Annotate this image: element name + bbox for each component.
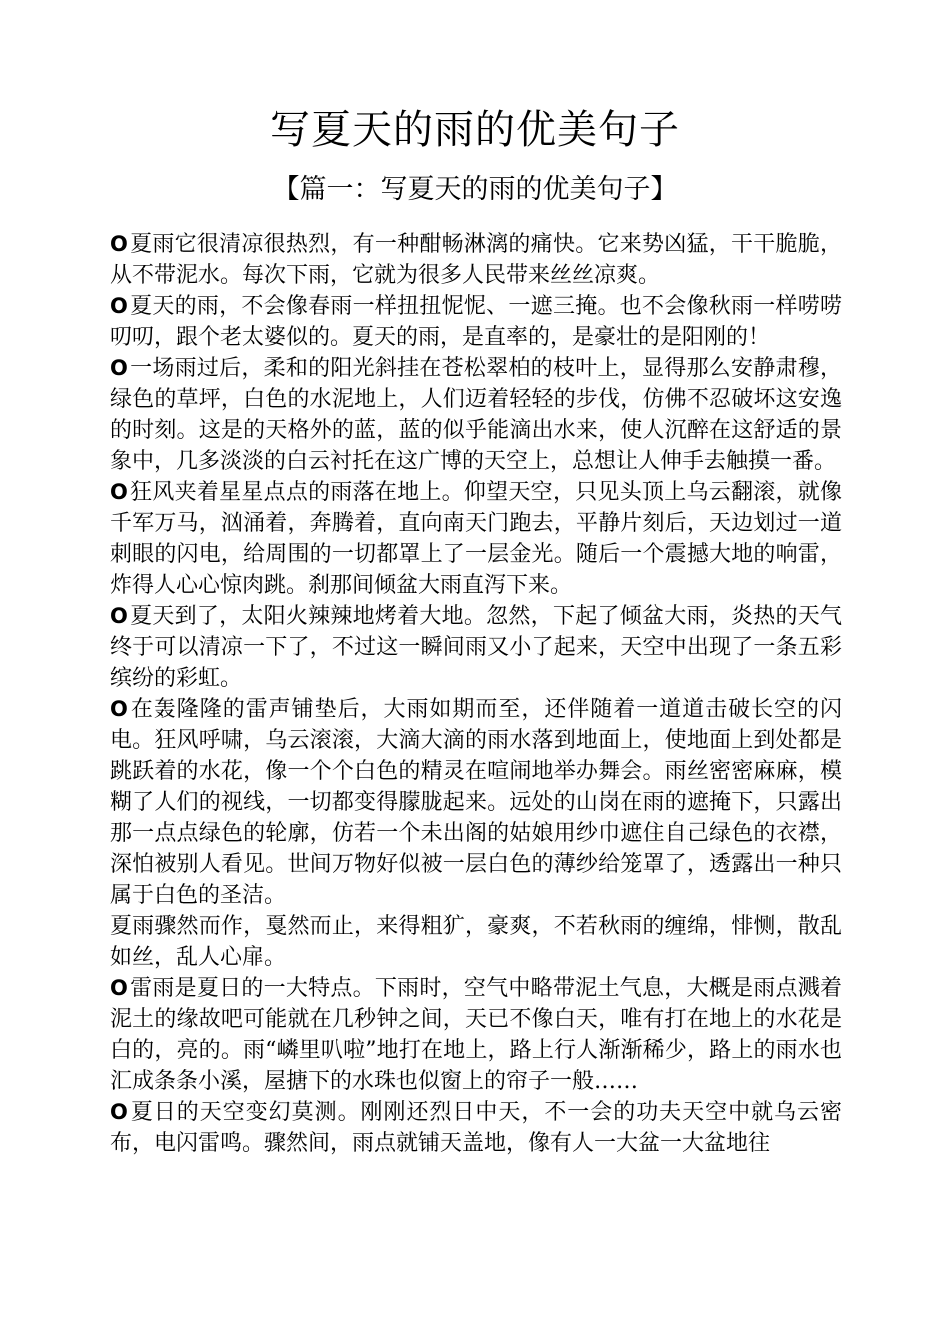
- paragraph-text: 在轰隆隆的雷声铺垫后，大雨如期而至，还伴随着一道道击破长空的闪电。狂风呼啸，乌云滚滚，大滴大滴的雨水落到地面上，使地面上到处都是跳跃着的水花，像一个个白色的精灵在喧闹地举办舞会。雨丝密密麻麻，模糊了人们的视线，一切都变得朦胧起来。远处的山岗在雨的遮掩下，只露出那一点点绿色的轮廓，仿若一个未出阁的姑娘用纱巾遮住自己绿色的衣襟，深怕被别人看见。世间万物好似被一层白色的薄纱给笼罩了，透露出一种只属于白色的圣洁。: [110, 697, 842, 908]
- paragraph-text: 一场雨过后，柔和的阳光斜挂在苍松翠柏的枝叶上，显得那么安静肃穆，绿色的草坪，白色的水泥地上，人们迈着轻轻的步伐，仿佛不忍破坏这安逸的时刻。这是的天格外的蓝，蓝的似乎能滴出水来，使人沉醉在这舒适的景象中，几多淡淡的白云衬托在这广博的天空上，总想让人伸手去触摸一番。: [110, 356, 842, 474]
- bullet-marker: O: [110, 1100, 128, 1124]
- bullet-marker: O: [110, 356, 128, 380]
- bullet-marker: O: [110, 480, 128, 504]
- paragraph: [110, 477, 842, 601]
- paragraph-text: 雷雨是夏日的一大特点。下雨时，空气中略带泥土气息，大概是雨点溅着泥土的缘故吧可能就在几秒钟之间，天已不像白天，唯有打在地上的水花是白的，亮的。雨“嶙里叭啦”地打在地上，路上行人渐渐稀少，路上的雨水也汇成条条小溪，屋搪下的水珠也似窗上的帘子一般……: [110, 976, 842, 1094]
- document-subtitle: 【篇一：写夏天的雨的优美句子】: [272, 174, 678, 205]
- paragraph: [110, 291, 842, 353]
- paragraph: [110, 353, 842, 477]
- paragraph: [110, 911, 842, 973]
- paragraph: [110, 973, 842, 1097]
- paragraph: [110, 1097, 842, 1159]
- bullet-marker: O: [110, 976, 128, 1000]
- bullet-marker: O: [110, 697, 128, 721]
- bullet-marker: O: [110, 604, 128, 628]
- paragraph-text: 狂风夹着星星点点的雨落在地上。仰望天空，只见头顶上乌云翻滚，就像千军万马，汹涌着，奔腾着，直向南天门跑去，平静片刻后，天边划过一道刺眼的闪电，给周围的一切都罩上了一层金光。随后一个震撼大地的响雷，炸得人心心惊肉跳。刹那间倾盆大雨直泻下来。: [110, 480, 842, 598]
- bullet-marker: O: [110, 294, 128, 318]
- paragraph: [110, 694, 842, 911]
- paragraph-text: 夏天到了，太阳火辣辣地烤着大地。忽然，下起了倾盆大雨，炎热的天气终于可以清凉一下了，不过这一瞬间雨又小了起来，天空中出现了一条五彩缤纷的彩虹。: [110, 604, 842, 691]
- document-title: 写夏天的雨的优美句子: [270, 107, 680, 153]
- paragraph-text: 夏天的雨，不会像春雨一样扭扭怩怩、一遮三掩。也不会像秋雨一样唠唠叨叨，跟个老太婆似的。夏天的雨，是直率的，是豪壮的是阳刚的！: [110, 294, 842, 350]
- document-body: [110, 229, 842, 1159]
- paragraph: [110, 601, 842, 694]
- paragraph-text: 夏雨它很清凉很热烈，有一种酣畅淋漓的痛快。它来势凶猛，干干脆脆，从不带泥水。每次下雨，它就为很多人民带来丝丝凉爽。: [110, 232, 842, 288]
- paragraph-text: 夏雨骤然而作，戛然而止，来得粗犷，豪爽，不若秋雨的缠绵，悱恻，散乱如丝，乱人心扉。: [110, 914, 842, 970]
- paragraph-text: 夏日的天空变幻莫测。刚刚还烈日中天，不一会的功夫天空中就乌云密布，电闪雷鸣。骤然间，雨点就铺天盖地，像有人一大盆一大盆地往: [110, 1100, 842, 1156]
- paragraph: [110, 229, 842, 291]
- bullet-marker: O: [110, 232, 128, 256]
